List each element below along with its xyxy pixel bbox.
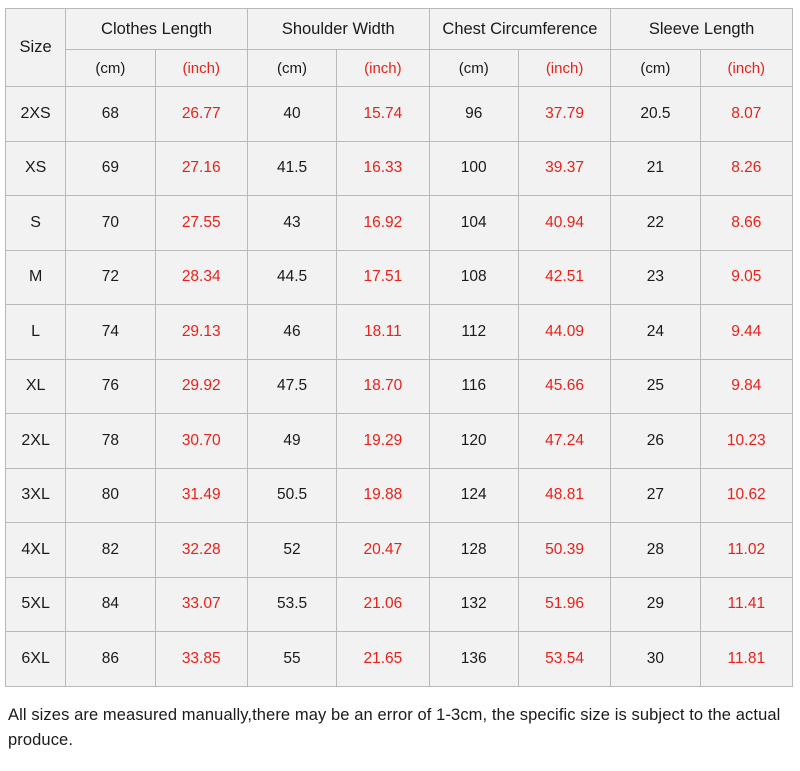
cell-clothes-length-inch: 32.28: [155, 523, 247, 578]
cell-clothes-length-inch: 27.16: [155, 141, 247, 196]
unit-header-cm: (cm): [66, 50, 155, 87]
cell-shoulder-width-cm: 55: [247, 632, 336, 687]
table-body: [6, 87, 793, 687]
cell-shoulder-width-inch: 21.06: [337, 577, 429, 632]
cell-chest-circumference-inch: 47.24: [518, 414, 610, 469]
cell-sleeve-length-cm: 30: [611, 632, 700, 687]
cell-size: 4XL: [6, 523, 66, 578]
cell-size: XL: [6, 359, 66, 414]
cell-shoulder-width-cm: 44.5: [247, 250, 336, 305]
cell-clothes-length-inch: 26.77: [155, 87, 247, 142]
cell-shoulder-width-inch: 20.47: [337, 523, 429, 578]
cell-clothes-length-cm: 70: [66, 196, 155, 251]
cell-sleeve-length-inch: 8.07: [700, 87, 792, 142]
column-header-clothes-length: Clothes Length: [66, 9, 248, 50]
cell-chest-circumference-cm: 124: [429, 468, 518, 523]
cell-clothes-length-cm: 78: [66, 414, 155, 469]
cell-chest-circumference-cm: 132: [429, 577, 518, 632]
cell-sleeve-length-inch: 8.66: [700, 196, 792, 251]
table-row: [6, 577, 793, 632]
unit-header-cm: (cm): [247, 50, 336, 87]
cell-chest-circumference-cm: 120: [429, 414, 518, 469]
cell-shoulder-width-inch: 19.88: [337, 468, 429, 523]
cell-clothes-length-inch: 31.49: [155, 468, 247, 523]
cell-chest-circumference-cm: 128: [429, 523, 518, 578]
cell-chest-circumference-cm: 96: [429, 87, 518, 142]
cell-shoulder-width-inch: 18.11: [337, 305, 429, 360]
cell-sleeve-length-inch: 9.84: [700, 359, 792, 414]
cell-sleeve-length-cm: 24: [611, 305, 700, 360]
cell-clothes-length-cm: 76: [66, 359, 155, 414]
cell-shoulder-width-cm: 52: [247, 523, 336, 578]
cell-clothes-length-inch: 33.07: [155, 577, 247, 632]
cell-clothes-length-cm: 80: [66, 468, 155, 523]
cell-shoulder-width-cm: 50.5: [247, 468, 336, 523]
cell-shoulder-width-inch: 17.51: [337, 250, 429, 305]
cell-clothes-length-cm: 82: [66, 523, 155, 578]
unit-header-inch: (inch): [700, 50, 792, 87]
cell-chest-circumference-inch: 39.37: [518, 141, 610, 196]
cell-sleeve-length-cm: 26: [611, 414, 700, 469]
table-row: [6, 250, 793, 305]
cell-shoulder-width-cm: 43: [247, 196, 336, 251]
cell-chest-circumference-cm: 100: [429, 141, 518, 196]
table-row: [6, 141, 793, 196]
column-header-size: Size: [6, 9, 66, 87]
cell-clothes-length-inch: 27.55: [155, 196, 247, 251]
cell-sleeve-length-cm: 29: [611, 577, 700, 632]
unit-header-cm: (cm): [611, 50, 700, 87]
cell-clothes-length-cm: 72: [66, 250, 155, 305]
cell-chest-circumference-cm: 112: [429, 305, 518, 360]
cell-sleeve-length-inch: 9.44: [700, 305, 792, 360]
cell-sleeve-length-cm: 28: [611, 523, 700, 578]
table-row: [6, 523, 793, 578]
cell-sleeve-length-inch: 11.81: [700, 632, 792, 687]
cell-chest-circumference-inch: 40.94: [518, 196, 610, 251]
cell-sleeve-length-cm: 22: [611, 196, 700, 251]
cell-shoulder-width-inch: 16.33: [337, 141, 429, 196]
cell-chest-circumference-inch: 44.09: [518, 305, 610, 360]
cell-shoulder-width-cm: 49: [247, 414, 336, 469]
cell-chest-circumference-cm: 104: [429, 196, 518, 251]
cell-shoulder-width-inch: 19.29: [337, 414, 429, 469]
cell-size: M: [6, 250, 66, 305]
table-row: [6, 359, 793, 414]
cell-sleeve-length-cm: 23: [611, 250, 700, 305]
cell-sleeve-length-inch: 8.26: [700, 141, 792, 196]
cell-chest-circumference-inch: 48.81: [518, 468, 610, 523]
cell-size: XS: [6, 141, 66, 196]
cell-clothes-length-inch: 29.13: [155, 305, 247, 360]
cell-chest-circumference-cm: 108: [429, 250, 518, 305]
unit-header-cm: (cm): [429, 50, 518, 87]
cell-clothes-length-inch: 29.92: [155, 359, 247, 414]
cell-shoulder-width-inch: 15.74: [337, 87, 429, 142]
cell-sleeve-length-cm: 21: [611, 141, 700, 196]
column-header-sleeve-length: Sleeve Length: [611, 9, 793, 50]
unit-header-inch: (inch): [518, 50, 610, 87]
cell-size: 5XL: [6, 577, 66, 632]
cell-chest-circumference-inch: 45.66: [518, 359, 610, 414]
cell-size: 6XL: [6, 632, 66, 687]
unit-header-inch: (inch): [337, 50, 429, 87]
cell-shoulder-width-cm: 46: [247, 305, 336, 360]
column-header-shoulder-width: Shoulder Width: [247, 9, 429, 50]
cell-shoulder-width-cm: 53.5: [247, 577, 336, 632]
table-row: [6, 632, 793, 687]
cell-shoulder-width-inch: 18.70: [337, 359, 429, 414]
cell-clothes-length-cm: 74: [66, 305, 155, 360]
cell-size: S: [6, 196, 66, 251]
cell-chest-circumference-inch: 37.79: [518, 87, 610, 142]
cell-shoulder-width-inch: 21.65: [337, 632, 429, 687]
table-header: [6, 9, 793, 87]
cell-clothes-length-cm: 86: [66, 632, 155, 687]
table-row: [6, 414, 793, 469]
cell-clothes-length-inch: 33.85: [155, 632, 247, 687]
cell-clothes-length-inch: 30.70: [155, 414, 247, 469]
unit-header-inch: (inch): [155, 50, 247, 87]
cell-sleeve-length-cm: 20.5: [611, 87, 700, 142]
cell-shoulder-width-cm: 40: [247, 87, 336, 142]
cell-sleeve-length-inch: 9.05: [700, 250, 792, 305]
cell-size: 3XL: [6, 468, 66, 523]
cell-clothes-length-cm: 69: [66, 141, 155, 196]
cell-chest-circumference-cm: 116: [429, 359, 518, 414]
cell-sleeve-length-cm: 25: [611, 359, 700, 414]
cell-chest-circumference-inch: 53.54: [518, 632, 610, 687]
cell-clothes-length-cm: 84: [66, 577, 155, 632]
cell-chest-circumference-inch: 51.96: [518, 577, 610, 632]
cell-shoulder-width-cm: 47.5: [247, 359, 336, 414]
cell-shoulder-width-inch: 16.92: [337, 196, 429, 251]
cell-clothes-length-inch: 28.34: [155, 250, 247, 305]
cell-size: L: [6, 305, 66, 360]
size-chart-page: [0, 8, 800, 771]
cell-chest-circumference-inch: 42.51: [518, 250, 610, 305]
cell-chest-circumference-inch: 50.39: [518, 523, 610, 578]
table-row: [6, 305, 793, 360]
cell-sleeve-length-cm: 27: [611, 468, 700, 523]
column-header-chest-circumference: Chest Circumference: [429, 9, 611, 50]
cell-shoulder-width-cm: 41.5: [247, 141, 336, 196]
measurement-disclaimer: All sizes are measured manually,there may be an error of 1-3cm, the specific size is subject to the actual produce.: [8, 705, 781, 750]
table-row: [6, 196, 793, 251]
header-row-groups: [6, 9, 793, 50]
cell-sleeve-length-inch: 10.23: [700, 414, 792, 469]
cell-chest-circumference-cm: 136: [429, 632, 518, 687]
header-row-units: [6, 50, 793, 87]
cell-clothes-length-cm: 68: [66, 87, 155, 142]
cell-size: 2XL: [6, 414, 66, 469]
cell-sleeve-length-inch: 11.02: [700, 523, 792, 578]
cell-sleeve-length-inch: 10.62: [700, 468, 792, 523]
table-row: [6, 87, 793, 142]
table-row: [6, 468, 793, 523]
cell-size: 2XS: [6, 87, 66, 142]
size-chart-table: [5, 8, 793, 687]
cell-sleeve-length-inch: 11.41: [700, 577, 792, 632]
